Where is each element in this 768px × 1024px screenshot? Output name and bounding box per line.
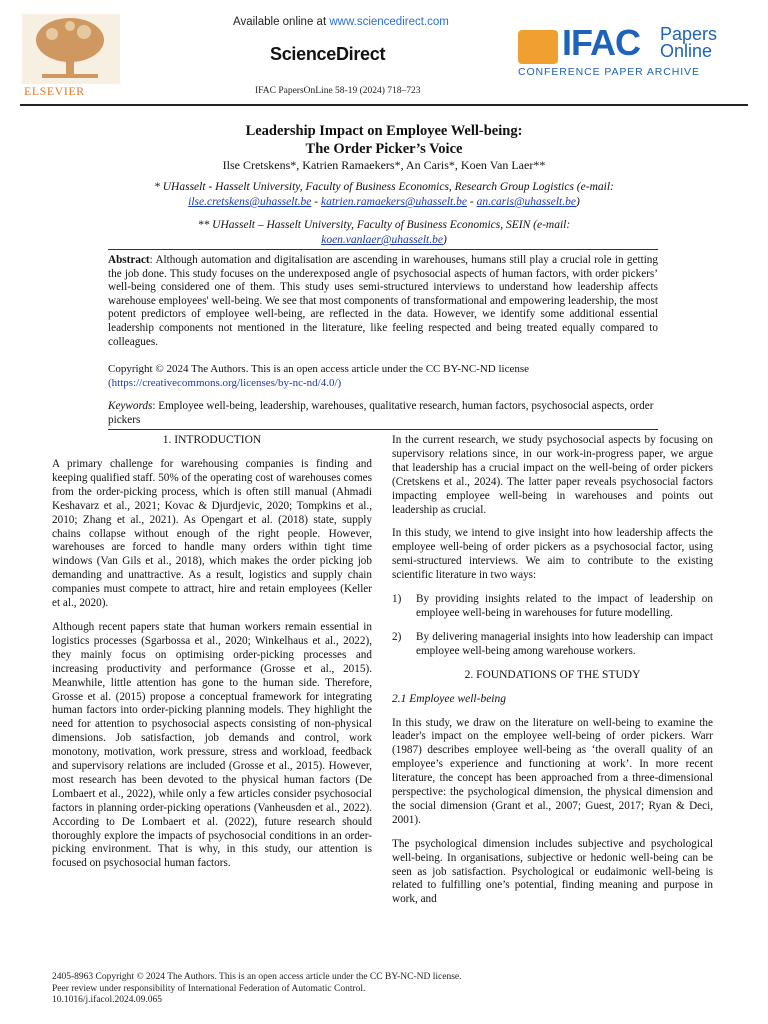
conference-archive-text: CONFERENCE PAPER ARCHIVE [518,66,700,78]
affiliation-2: ** UHasselt – Hasselt University, Faculty of Business Economics, SEIN (e-mail: koen.vanlaer@uhasselt.be) [197,219,571,246]
sciencedirect-wordmark: ScienceDirect [270,44,386,64]
abstract-bottom-rule [108,429,658,430]
paragraph: In the current research, we study psychosocial aspects by focusing on supervisory relations since, in our work-in-progress paper, we argue that leadership has a crucial impact on the well-being of order pickers (Cretskens et al., 2024). The latter paper reveals psychosocial factors impacting employee well-being in warehouses and points out leadership as crucial. [392,434,713,516]
subsection-heading: 2.1 Employee well-being [392,692,507,705]
papers-online-text: Papers Online [660,24,718,61]
paragraph: In this study, we intend to give insight into how leadership affects the employee well-being of order pickers as a psychosocial factor, using semi-structured interviews. We aim to contribute to the existing scientific literature in two ways: [392,527,713,582]
list-item: 1) By providing insights related to the impact of leadership on employee well-being in warehouses for future modelling. [392,593,713,619]
right-column [392,434,713,917]
copyright-notice: Copyright © 2024 The Authors. This is an open access article under the CC BY-NC-ND license (https://creativecommons.org/licenses/by-nc-nd/4.0/) [108,363,529,389]
journal-reference: IFAC PapersOnLine 58-19 (2024) 718–723 [255,86,421,96]
sciencedirect-link[interactable]: www.sciencedirect.com [329,16,449,28]
license-link[interactable]: (https://creativecommons.org/licenses/by-nc-nd/4.0/) [108,376,342,389]
abstract-top-rule [108,249,658,250]
abstract: Abstract: Although automation and digitalisation are ascending in warehouses, humans still play a crucial role in getting the job done. This study focuses on the underexposed angle of psychosocial aspects of human factors, with order pickers’ well-being considered one of them. This study uses semi-structured interviews to understand how leadership affects warehouse employees' well-being. We see that most components of transformational and empowering leadership, the most potent predictors of employee well-being, are reflected in the data. However, we identify some additional essential leadership components not mentioned in the literature, like feeling respected and being treated equally compared to colleagues. [108,254,658,348]
header-divider [20,104,748,106]
email-link-3[interactable]: an.caris@uhasselt.be [476,196,576,208]
left-column [52,458,372,881]
section-heading-foundations: 2. FOUNDATIONS OF THE STUDY [464,668,641,681]
paper-title: Leadership Impact on Employee Well-being: The Order Picker’s Voice [245,123,523,157]
affiliation-1: * UHasselt - Hasselt University, Faculty of Business Economics, Research Group Logistics (e-mail: ilse.cretskens@uhasselt.be - katrien.ramaekers@uhasselt.be - an.caris@uhasselt.be) [154,181,614,208]
email-link-4[interactable]: koen.vanlaer@uhasselt.be [321,234,443,246]
section-heading-introduction: 1. INTRODUCTION [162,434,262,446]
list-item: 2) By delivering managerial insights into how leadership can impact employee well-being among warehouse workers. [392,630,713,657]
keywords: Keywords: Employee well-being, leadership, warehouses, qualitative research, human factors, psychosocial aspects, order pickers [108,400,654,426]
paragraph: The psychological dimension includes subjective and psychological well-being. In organisations, subjective or hedonic well-being can be seen as job satisfaction. Psychological or eudaimonic well-being is related to fulfilling one’s potential, finding meaning and purpose in work, and [392,837,713,906]
email-link-2[interactable]: katrien.ramaekers@uhasselt.be [320,196,467,208]
elsevier-logo-text: ELSEVIER [24,84,85,98]
ifac-logo-text: IFAC [562,22,641,63]
paragraph: A primary challenge for warehousing companies is finding and keeping qualified staff. 50% of the operating cost of warehouses comes from the order-picking process, which is often still manual (Ahmadi Keshavarz et al., 2021; Kovac & Djurdjevic, 2020; Tompkins et al., 2010; Zhang et al., 2021). As Opengart et al. (2018) state, supply chains collapse without enough of the right people. However, warehouses are forced to handle many orders within tight time windows (Van Gils et al., 2018), which makes the order picking job demanding and unattractive. As a result, logistics and supply chain companies must compete to attract, hire and retain employees (Keller et al., 2020). [52,458,372,610]
paragraph: In this study, we draw on the literature on well-being to examine the leader's impact on the employee well-being of order pickers. Warr (1987) describes employee well-being as ‘the overall quality of an employee’s experience and functioning at work’. In more recent literature, the concept has been approached from a three-dimensional perspective: the psychological dimension, the physical dimension and the social dimension (Grant et al., 2007; Guest, 2017; Ryan & Deci, 2001). [392,716,713,826]
author-list: Ilse Cretskens*, Katrien Ramaekers*, An Caris*, Koen Van Laer** [222,158,546,172]
ifac-emblem-icon [518,30,558,64]
email-link-1[interactable]: ilse.cretskens@uhasselt.be [188,196,312,208]
page-footer: 2405-8963 Copyright © 2024 The Authors. This is an open access article under the CC BY-NC-ND license. Peer review under responsibility of International Federation of Automatic Control. 10.1016/j.ifacol.2024.09.065 [52,972,462,1005]
available-online-text: Available online at www.sciencedirect.com [233,16,449,28]
paragraph: Although recent papers state that human workers remain essential in logistics processes (Sgarbossa et al., 2020; Winkelhaus et al., 2022), they mainly focus on optimising order-picking processes and increasing productivity and performance (Grosse et al., 2015). Meanwhile, little attention has gone to the human side. Therefore, Grosse et al. (2015) propose a conceptual framework for integrating human factors into order-picking planning models. They highlight the need for attention to psychosocial aspects consisting of non-physical dimensions. Job satisfaction, job demands and control, work monotony, motivation, work pressure, stress and workload, feedback and supervisory relations are included (Grosse et al., 2015). However, most research has been devoted to the physical human factors (De Lombaert et al., 2022), while only a few articles consider psychosocial factors in planning order-picking operations (Vanheusden et al., 2022). According to De Lombaert et al. (2022), future research should thoroughly explore the impacts of psychosocial conditions in an order-picking environment. That is why, in this study, our attention is focused on psychosocial human factors. [52,620,372,870]
